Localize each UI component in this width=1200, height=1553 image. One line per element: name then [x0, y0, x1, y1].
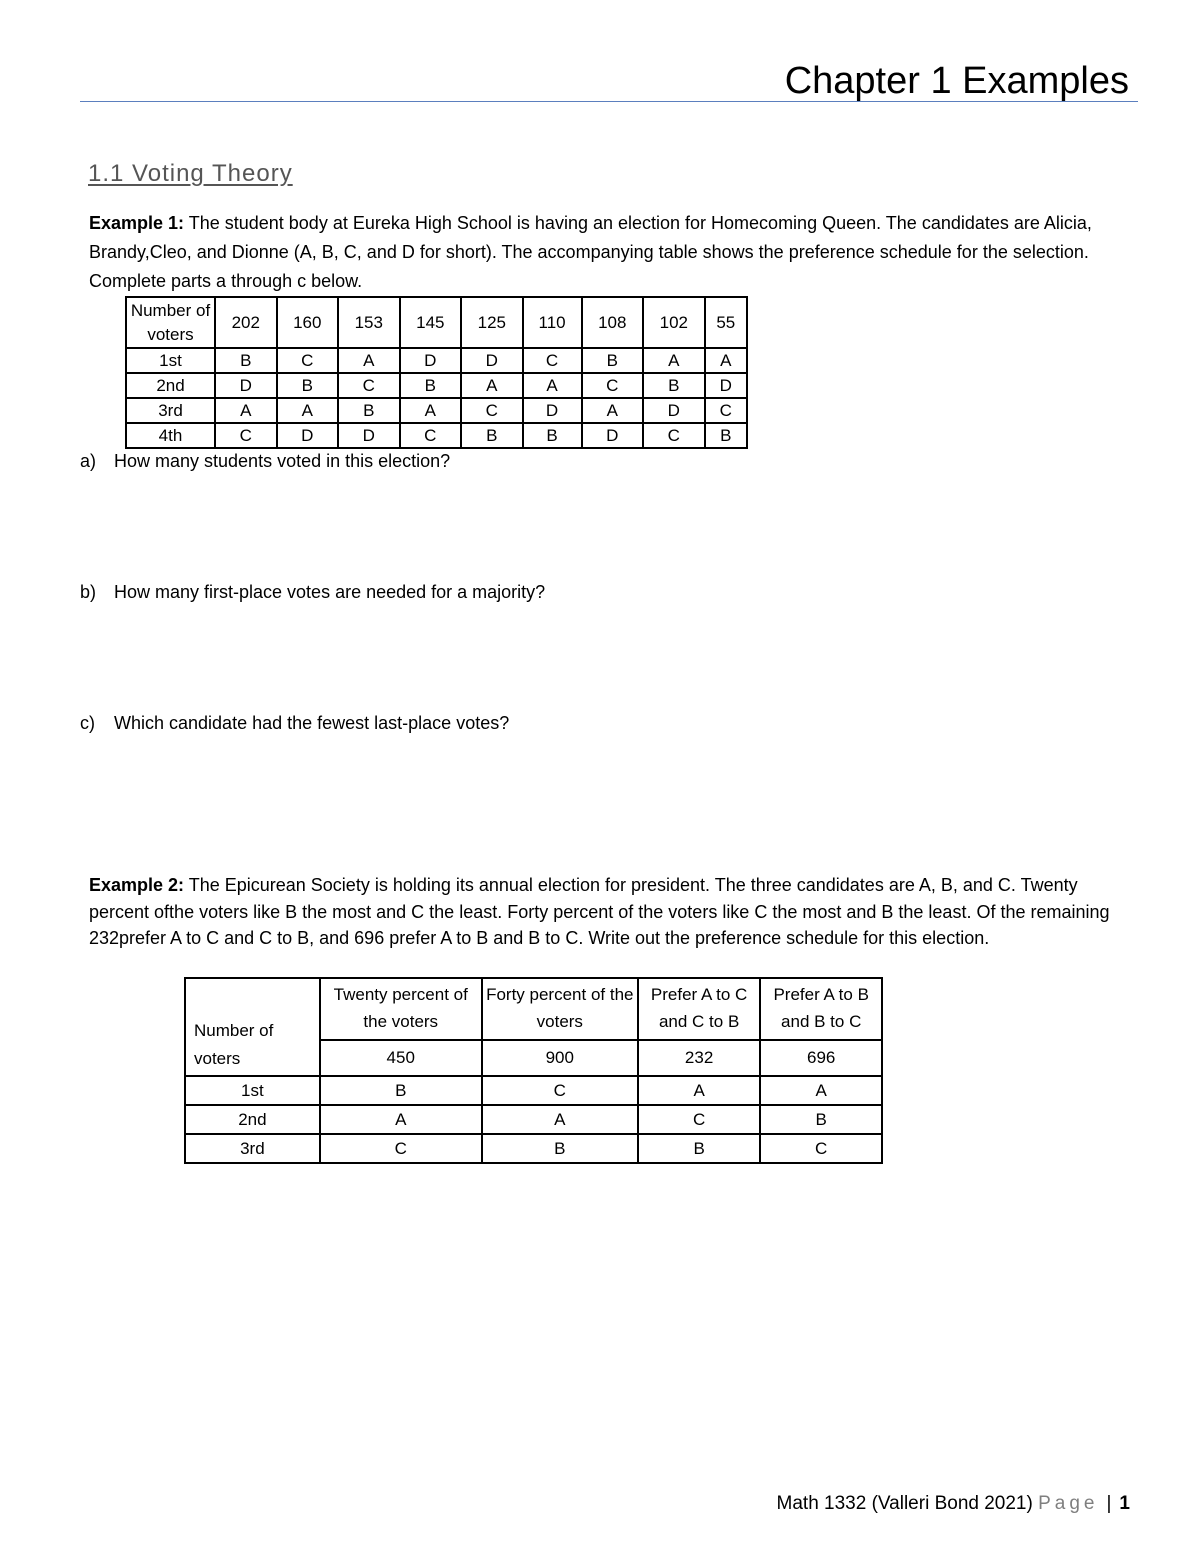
example-1-paragraph: [89, 209, 1109, 296]
example-2-text: The Epicurean Society is holding its annual election for president. The three candidates are A, B, and C. Twenty percent ofthe voters like B the most and C the least. Forty percent of the voters like C the most and B the least. Of the remaining 232prefer A to C and C to B, and 696 prefer A to B and B to C. Write out the preference schedule for this election.: [89, 875, 1110, 948]
table-cell: A: [705, 348, 747, 373]
footer-separator: |: [1106, 1493, 1112, 1514]
table-cell: B: [482, 1134, 638, 1163]
example-2-paragraph: [89, 872, 1129, 952]
table-cell: A: [320, 1105, 482, 1134]
table-row: [126, 423, 747, 448]
table-cell: B: [760, 1105, 882, 1134]
table-cell: B: [215, 348, 277, 373]
voter-count-cell: 696: [760, 1040, 882, 1076]
table-cell: C: [461, 398, 523, 423]
question-a: [80, 451, 450, 472]
table-cell: A: [643, 348, 705, 373]
voter-count-cell: 900: [482, 1040, 638, 1076]
example-1-preference-table: [125, 296, 748, 449]
table-cell: B: [461, 423, 523, 448]
table-header-row: [126, 297, 747, 348]
question-text: How many first-place votes are needed for a majority?: [114, 582, 546, 602]
voter-count-cell: 153: [338, 297, 400, 348]
table-cell: B: [400, 373, 462, 398]
table-cell: D: [277, 423, 339, 448]
footer-page-word: Page: [1038, 1493, 1099, 1514]
table-cell: C: [760, 1134, 882, 1163]
table-row: [126, 398, 747, 423]
table-cell: C: [320, 1134, 482, 1163]
question-b: [80, 582, 545, 603]
page-footer: [777, 1493, 1130, 1515]
rank-label: 1st: [126, 348, 215, 373]
voter-group-label: Forty percent of the voters: [482, 978, 638, 1040]
question-text: Which candidate had the fewest last-place votes?: [114, 713, 510, 733]
voter-count-cell: 202: [215, 297, 277, 348]
question-letter: b): [80, 582, 97, 602]
voter-count-cell: 125: [461, 297, 523, 348]
rank-label: 2nd: [185, 1105, 320, 1134]
table-cell: C: [482, 1076, 638, 1105]
table-cell: C: [582, 373, 644, 398]
voter-group-label: Twenty percent of the voters: [320, 978, 482, 1040]
table-header-label: Number of voters: [185, 978, 320, 1076]
table-cell: B: [523, 423, 582, 448]
voter-count-cell: 160: [277, 297, 339, 348]
page-number: 1: [1119, 1493, 1130, 1514]
table-cell: C: [523, 348, 582, 373]
table-row: [126, 373, 747, 398]
table-cell: D: [705, 373, 747, 398]
table-cell: D: [338, 423, 400, 448]
question-c: [80, 713, 509, 734]
rank-label: 1st: [185, 1076, 320, 1105]
table-row: [185, 1105, 882, 1134]
table-header-label: Number of voters: [126, 297, 215, 348]
example-2-label: Example 2:: [89, 875, 185, 895]
table-cell: A: [523, 373, 582, 398]
table-cell: A: [760, 1076, 882, 1105]
table-cell: C: [215, 423, 277, 448]
table-row: [185, 1134, 882, 1163]
table-cell: B: [582, 348, 644, 373]
page-title: Chapter 1 Examples: [784, 60, 1129, 102]
table-cell: A: [582, 398, 644, 423]
voter-count-cell: 110: [523, 297, 582, 348]
table-cell: B: [338, 398, 400, 423]
example-1-label: Example 1:: [89, 213, 185, 233]
table-cell: C: [400, 423, 462, 448]
table-cell: A: [638, 1076, 761, 1105]
rank-label: 3rd: [185, 1134, 320, 1163]
table-header-row: [185, 978, 882, 1040]
voter-count-cell: 232: [638, 1040, 761, 1076]
example-1-text: The student body at Eureka High School is having an election for Homecoming Queen. The candidates are Alicia, Brandy,Cleo, and Dionne (A, B, C, and D for short). The accompanying table shows the preference schedule for the selection. Complete parts a through c below.: [89, 213, 1092, 291]
rank-label: 4th: [126, 423, 215, 448]
table-cell: C: [643, 423, 705, 448]
table-cell: A: [482, 1105, 638, 1134]
table-cell: D: [215, 373, 277, 398]
table-row: [126, 348, 747, 373]
table-cell: C: [338, 373, 400, 398]
table-cell: B: [705, 423, 747, 448]
voter-count-cell: 102: [643, 297, 705, 348]
table-row: [185, 1076, 882, 1105]
table-cell: C: [638, 1105, 761, 1134]
table-cell: B: [277, 373, 339, 398]
question-text: How many students voted in this election?: [114, 451, 451, 471]
table-cell: D: [400, 348, 462, 373]
footer-course: Math 1332 (Valleri Bond 2021): [776, 1493, 1033, 1514]
table-cell: B: [320, 1076, 482, 1105]
rank-label: 2nd: [126, 373, 215, 398]
table-cell: B: [638, 1134, 761, 1163]
voter-group-label: Prefer A to C and C to B: [638, 978, 761, 1040]
table-cell: A: [215, 398, 277, 423]
table-cell: D: [582, 423, 644, 448]
voter-count-cell: 55: [705, 297, 747, 348]
question-letter: a): [80, 451, 97, 471]
table-cell: B: [643, 373, 705, 398]
rank-label: 3rd: [126, 398, 215, 423]
voter-count-cell: 145: [400, 297, 462, 348]
table-cell: D: [643, 398, 705, 423]
table-cell: A: [277, 398, 339, 423]
header-divider: [80, 101, 1138, 102]
table-cell: C: [705, 398, 747, 423]
voter-count-cell: 450: [320, 1040, 482, 1076]
table-cell: A: [461, 373, 523, 398]
table-cell: A: [400, 398, 462, 423]
voter-group-label: Prefer A to B and B to C: [760, 978, 882, 1040]
example-2-preference-table: [184, 977, 883, 1164]
table-cell: C: [277, 348, 339, 373]
table-cell: A: [338, 348, 400, 373]
question-letter: c): [80, 713, 95, 733]
table-cell: D: [523, 398, 582, 423]
section-heading: 1.1 Voting Theory: [88, 160, 293, 187]
voter-count-cell: 108: [582, 297, 644, 348]
table-cell: D: [461, 348, 523, 373]
